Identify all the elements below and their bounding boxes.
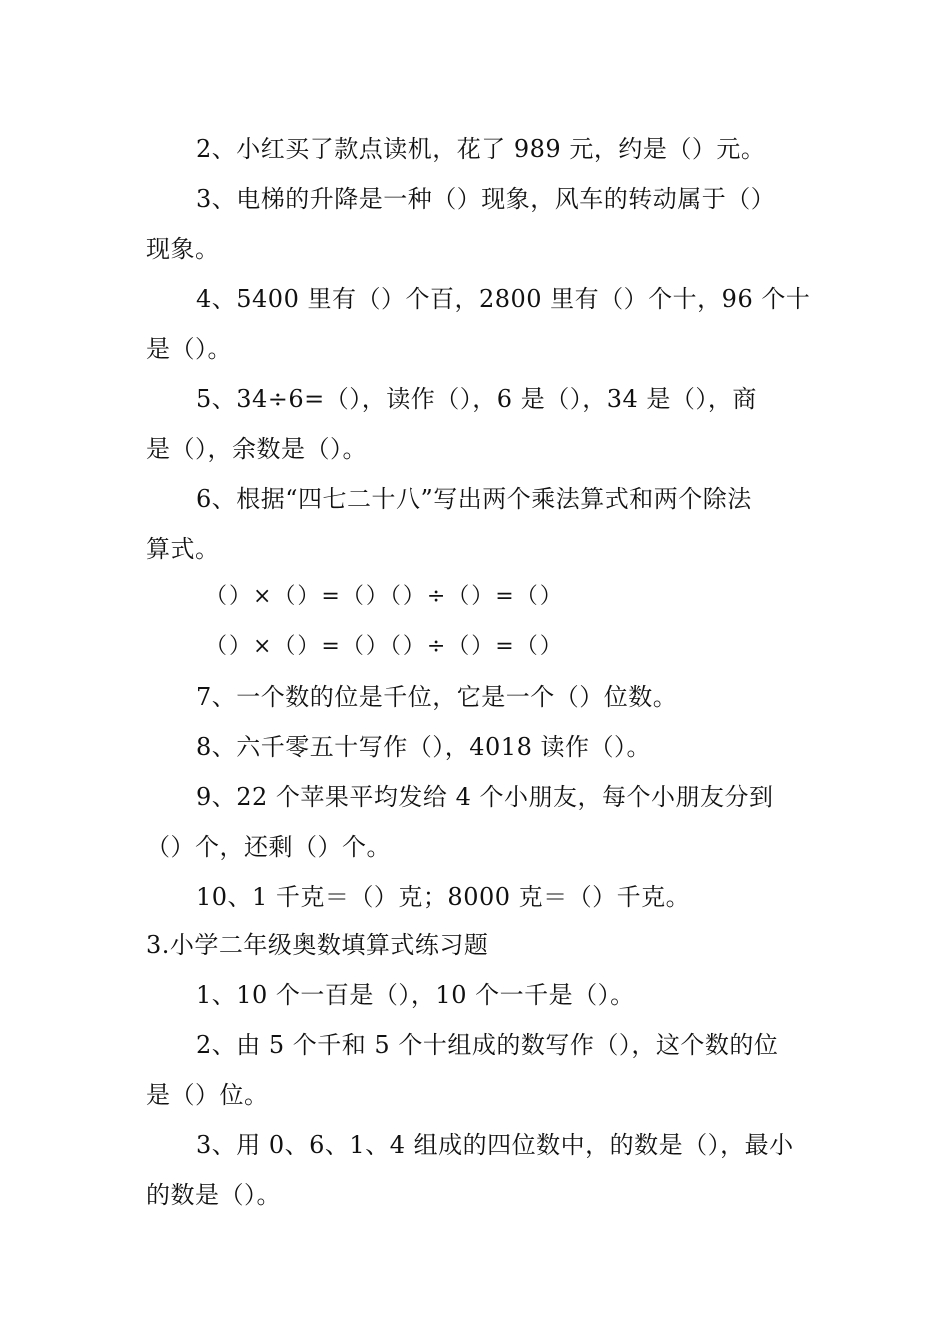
- question-3-line-2: 现象。: [146, 235, 220, 263]
- question-8: 8、六千零五十写作（），4018 读作（）。: [196, 733, 651, 761]
- question-10: 10、1 千克＝（）克；8000 克＝（）千克。: [196, 883, 691, 911]
- section-question-2-line-2: 是（）位。: [146, 1081, 269, 1109]
- question-4-line-1: 4、5400 里有（）个百，2800 里有（）个十，96 个十: [196, 285, 811, 313]
- equation-row-1: （）×（）=（）（）÷（）=（）: [205, 584, 564, 609]
- question-5-line-2: 是（），余数是（）。: [146, 435, 367, 463]
- section-question-1: 1、10 个一百是（），10 个一千是（）。: [196, 981, 635, 1009]
- question-9-line-2: （）个，还剩（）个。: [146, 833, 391, 861]
- question-5-line-1: 5、34÷6=（），读作（），6 是（），34 是（），商: [196, 385, 757, 413]
- equation-row-2: （）×（）=（）（）÷（）=（）: [205, 634, 564, 659]
- section-question-2-line-1: 2、由 5 个千和 5 个十组成的数写作（），这个数的位: [196, 1031, 779, 1059]
- question-3-line-1: 3、电梯的升降是一种（）现象，风车的转动属于（）: [196, 185, 776, 213]
- question-6-line-1: 6、根据“四七二十八”写出两个乘法算式和两个除法: [196, 485, 752, 513]
- section-question-3-line-1: 3、用 0、6、1、4 组成的四位数中，的数是（），最小: [196, 1131, 794, 1159]
- section-heading: 3.小学二年级奥数填算式练习题: [146, 931, 489, 959]
- question-7: 7、一个数的位是千位，它是一个（）位数。: [196, 683, 678, 711]
- question-6-line-2: 算式。: [146, 535, 220, 563]
- section-question-3-line-2: 的数是（）。: [146, 1181, 281, 1209]
- question-4-line-2: 是（）。: [146, 335, 232, 363]
- question-2-line-1: 2、小红买了款点读机，花了 989 元，约是（）元。: [196, 135, 766, 163]
- question-9-line-1: 9、22 个苹果平均发给 4 个小朋友，每个小朋友分到: [196, 783, 774, 811]
